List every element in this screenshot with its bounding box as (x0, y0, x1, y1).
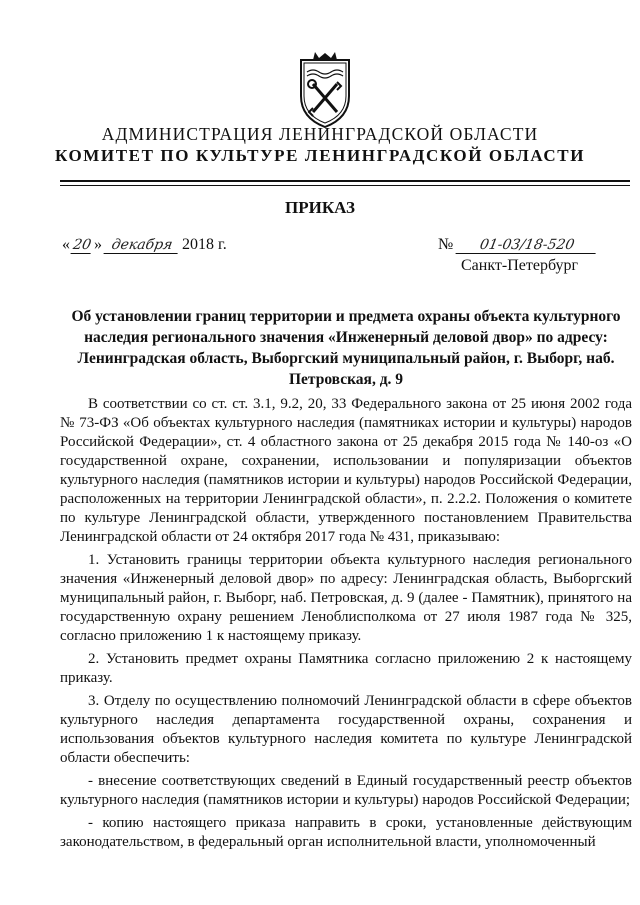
document-city: Санкт-Петербург (461, 257, 579, 274)
committee-name: КОМИТЕТ ПО КУЛЬТУРЕ ЛЕНИНГРАДСКОЙ ОБЛАСТИ (54, 146, 586, 165)
date-open-quote: « (62, 236, 70, 253)
order-item-3-sub-2: - копию настоящего приказа направить в сроки, установленные действующим законодательством, в федеральный орган исполнительной власти, уполномоченный (60, 815, 632, 850)
order-item-3: 3. Отделу по осуществлению полномочий Ленинградской области в сфере объектов культурного наследия департамента государственной охраны, сохранения и использования объектов культурного наследия комитета по культуре Ленинградской области обеспечить: (60, 693, 632, 766)
date-year: 2018 г. (182, 236, 227, 253)
coat-of-arms-icon (293, 50, 357, 130)
number-prefix: № (438, 236, 454, 253)
document-number (438, 236, 597, 254)
organization-name: АДМИНИСТРАЦИЯ ЛЕНИНГРАДСКОЙ ОБЛАСТИ (101, 124, 539, 144)
order-item-2: 2. Установить предмет охраны Памятника согласно приложению 2 к настоящему приказу. (60, 651, 632, 686)
document-body (60, 395, 632, 852)
header-divider (60, 180, 630, 182)
document-subject: Об установлении границ территории и предмета охраны объекта культурного наследия регионального значения «Инженерный деловой двор» по адресу: Ленинградская область, Выборгский муниципальный район, г. Выборг, наб. Петровская, д. 9 (71, 308, 621, 388)
document-date (62, 236, 227, 254)
preamble-paragraph: В соответствии со ст. ст. 3.1, 9.2, 20, 33 Федерального закона от 25 июня 2002 года № 73-ФЗ «Об объектах культурного наследия (памятниках истории и культуры) народов Российской Федерации», ст. 4 областного закона от 25 декабря 2015 года № 140-оз «О государственной охране, сохранении, использовании и популяризации объектов культурного наследия (памятников истории и культуры) народов Российской Федерации, расположенных на территории Ленинградской области», п. 2.2.2. Положения о комитете по культуре Ленинградской области, утвержденного постановлением Правительства Ленинградской области от 24 октября 2017 года № 431, приказываю: (60, 396, 632, 545)
header-divider-thin (60, 185, 630, 186)
date-month: декабря (104, 237, 181, 254)
document-type: ПРИКАЗ (285, 198, 355, 217)
date-close-quote: » (94, 236, 102, 253)
order-item-1: 1. Установить границы территории объекта культурного наследия регионального значения «Инженерный деловой двор» по адресу: Ленинградская область, Выборгский муниципальный район, г. Выборг, наб. Петровская, д. 9 (далее - Памятник), принятого на государственную охрану решением Леноблисполкома от 27 июля 1987 года № 325, согласно приложению 1 к настоящему приказу. (60, 552, 632, 644)
number-value: 01-03/18-520 (456, 237, 599, 254)
order-item-3-sub-1: - внесение соответствующих сведений в Единый государственный реестр объектов культурного наследия (памятников истории и культуры) народов Российской Федерации; (60, 773, 632, 808)
date-day: 20 (71, 237, 93, 253)
